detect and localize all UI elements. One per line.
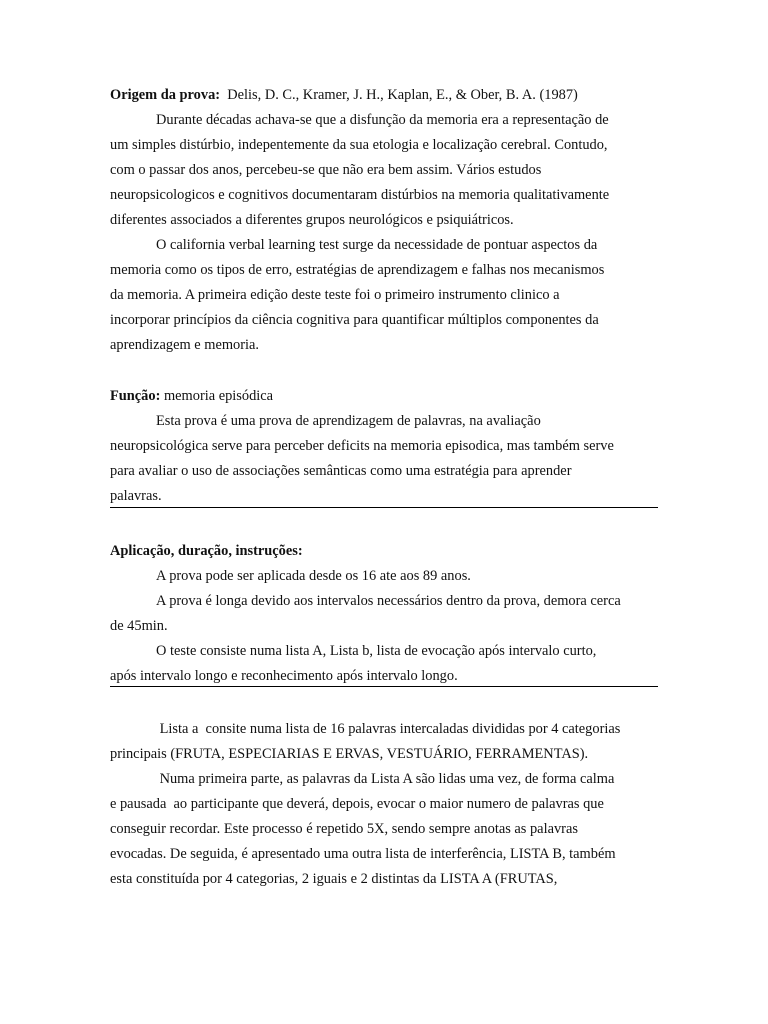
paragraph-line: palavras. — [110, 488, 162, 504]
paragraph-line: principais (FRUTA, ESPECIARIAS E ERVAS, VESTUÁRIO, FERRAMENTAS). — [110, 746, 589, 762]
paragraph-line: O teste consiste numa lista A, Lista b, lista de evocação após intervalo curto, — [156, 643, 597, 659]
paragraph-line: neuropsicológica serve para perceber deficits na memoria episodica, mas também serve — [110, 438, 614, 454]
paragraph-line: A prova é longa devido aos intervalos necessários dentro da prova, demora cerca — [156, 593, 621, 609]
function-heading: Função: — [110, 388, 161, 404]
paragraph-line: incorporar princípios da ciência cognitiva para quantificar múltiplos componentes da — [110, 312, 599, 328]
paragraph-line: Numa primeira parte, as palavras da Lista A são lidas uma vez, de forma calma — [156, 771, 615, 787]
paragraph-line: O california verbal learning test surge da necessidade de pontuar aspectos da — [156, 237, 598, 253]
paragraph-line: esta constituída por 4 categorias, 2 iguais e 2 distintas da LISTA A (FRUTAS, — [110, 871, 558, 887]
paragraph-line: memoria como os tipos de erro, estratégias de aprendizagem e falhas nos mecanismos — [110, 262, 605, 278]
paragraph-line: e pausada ao participante que deverá, depois, evocar o maior numero de palavras que — [110, 796, 604, 812]
paragraph-line: aprendizagem e memoria. — [110, 337, 260, 353]
paragraph-line: evocadas. De seguida, é apresentado uma outra lista de interferência, LISTA B, também — [110, 846, 616, 862]
paragraph-line: um simples distúrbio, indepentemente da sua etologia e localização cerebral. Contudo, — [110, 137, 608, 153]
paragraph-line: Lista a consite numa lista de 16 palavras intercaladas divididas por 4 categorias — [156, 721, 621, 737]
paragraph-line: com o passar dos anos, percebeu-se que não era bem assim. Vários estudos — [110, 162, 542, 178]
paragraph-line: neuropsicologicos e cognitivos documentaram distúrbios na memoria qualitativamente — [110, 187, 610, 203]
paragraph-line: para avaliar o uso de associações semânticas como uma estratégia para aprender — [110, 463, 572, 479]
origin-line — [110, 86, 578, 104]
origin-heading: Origem da prova: — [110, 87, 221, 103]
application-heading: Aplicação, duração, instruções: — [110, 543, 303, 559]
paragraph-line: da memoria. A primeira edição deste teste foi o primeiro instrumento clinico a — [110, 287, 560, 303]
paragraph-line: Esta prova é uma prova de aprendizagem de palavras, na avaliação — [156, 413, 541, 429]
paragraph-line: A prova pode ser aplicada desde os 16 ate aos 89 anos. — [156, 568, 471, 584]
paragraph-line: Durante décadas achava-se que a disfunção da memoria era a representação de — [156, 112, 609, 128]
paragraph-line: diferentes associados a diferentes grupos neurológicos e psiquiátricos. — [110, 212, 514, 228]
horizontal-rule — [110, 507, 658, 508]
paragraph-line: conseguir recordar. Este processo é repetido 5X, sendo sempre anotas as palavras — [110, 821, 578, 837]
horizontal-rule — [110, 686, 658, 687]
function-line — [110, 387, 273, 405]
paragraph-line: após intervalo longo e reconhecimento após intervalo longo. — [110, 668, 458, 684]
origin-citation: Delis, D. C., Kramer, J. H., Kaplan, E., & Ober, B. A. (1987) — [220, 87, 578, 103]
paragraph-line: de 45min. — [110, 618, 168, 634]
function-value: memoria episódica — [160, 388, 274, 404]
